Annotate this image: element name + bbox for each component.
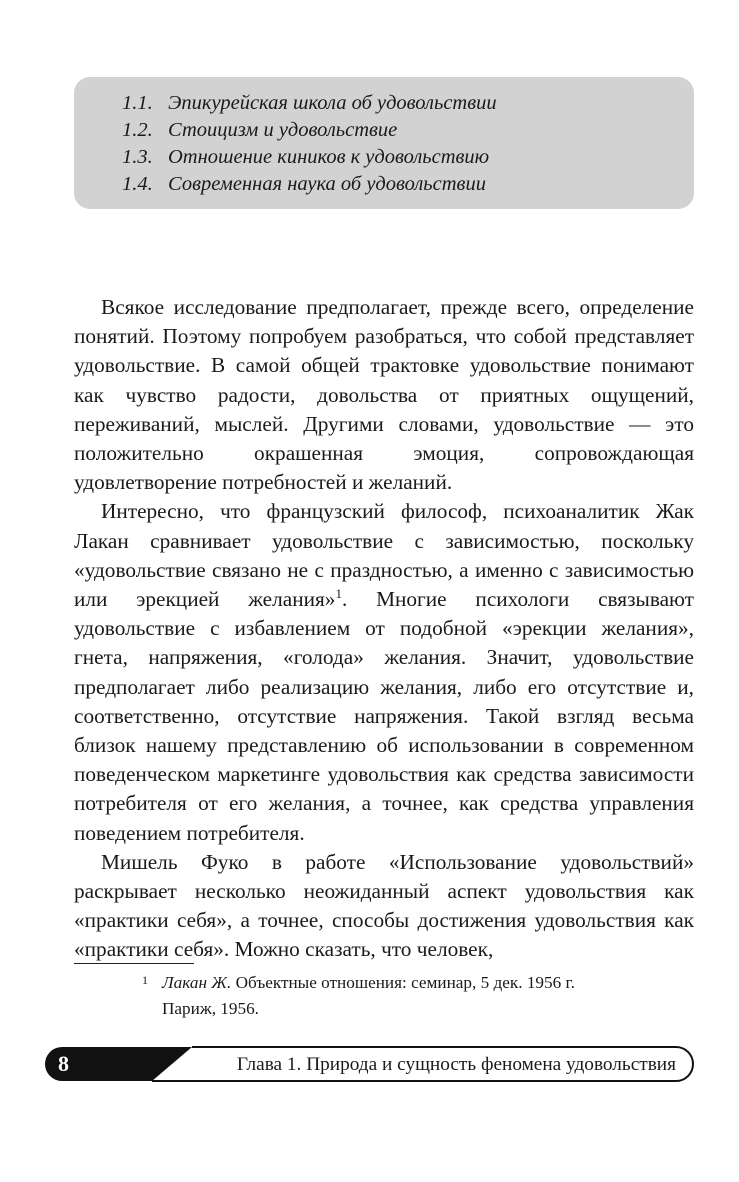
running-head: Глава 1. Природа и сущность феномена удовольствия — [236, 1054, 676, 1075]
toc-item-title: Современная наука об удовольствии — [168, 173, 486, 195]
footnote-text: Объектные отношения: семинар, 5 дек. 1956 г. — [231, 973, 575, 992]
toc-item-number: 1.1. — [122, 92, 153, 114]
paragraph-2-end: . Многие психологи связывают удовольствие с избавлением от подобной «эрекции желания», гнета, напряжения, «голода» желания. Значит, удовольствие предполагает либо реализацию желания, либо его отсутствие и, соответственно, отсутствие напряжения. Такой взгляд весьма близок нашему представлению об использовании в современном поведенческом маркетинге удовольствия как средства зависимости потребителя от его желания, а точнее, как средства управления поведением потребителя. — [74, 587, 694, 845]
footnote-divider — [74, 963, 194, 964]
toc-item-title: Отношение киников к удовольствию — [168, 146, 490, 168]
toc-item — [122, 90, 694, 117]
page-footer — [44, 1046, 694, 1082]
body-text — [74, 293, 694, 965]
paragraph-2-start: Интересно, что французский философ, психоаналитик Жак Лакан сравнивает удовольствие с зависимостью, поскольку «удовольствие связано не с праздностью, а именно с зависимостью или эрекцией желания» — [74, 499, 694, 612]
toc-item-number: 1.3. — [122, 146, 153, 168]
toc-item-title: Эпикурейская школа об удовольствии — [168, 92, 497, 114]
page-number: 8 — [58, 1051, 69, 1076]
footnote-mark: 1 — [142, 973, 148, 987]
toc-item — [122, 171, 694, 198]
toc-item-number: 1.4. — [122, 173, 153, 195]
toc-item-number: 1.2. — [122, 119, 153, 141]
footnote-line-1 — [74, 970, 694, 996]
footnote-line-2: Париж, 1956. — [162, 999, 259, 1018]
toc-item-title: Стоицизм и удовольствие — [168, 119, 398, 141]
footnote-reference: 1 — [335, 585, 342, 601]
footnote-author: Лакан Ж. — [162, 973, 232, 992]
paragraph-3: Мишель Фуко в работе «Использование удовольствий» раскрывает несколько неожиданный аспект удовольствия как «практики себя», а точнее, способы достижения удовольствия как «практики себя». Можно сказать, что человек, — [74, 849, 694, 962]
footnote — [74, 970, 694, 1022]
paragraph-2 — [74, 497, 694, 847]
chapter-contents-box — [74, 77, 694, 209]
toc-item — [122, 117, 694, 144]
toc-item — [122, 144, 694, 171]
paragraph-1: Всякое исследование предполагает, прежде всего, определение понятий. Поэтому попробуем разобраться, что собой представляет удовольствие. В самой общей трактовке удовольствие понимают как чувство радости, довольства от приятных ощущений, переживаний, мыслей. Другими словами, удовольствие — это положительно окрашенная эмоция, сопровождающая удовлетворение потребностей и желаний. — [74, 295, 694, 495]
